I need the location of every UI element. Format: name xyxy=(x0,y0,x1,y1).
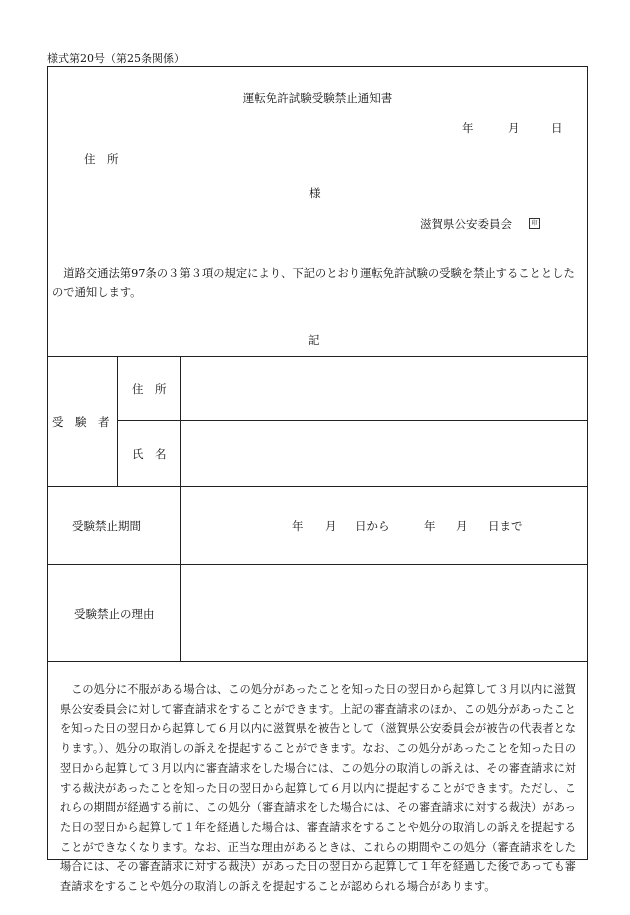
examinee-label: 受 験 者 xyxy=(52,415,110,429)
period-to-year: 年 xyxy=(424,519,436,533)
recipient-address-label: 住 所 xyxy=(84,152,119,166)
table-examinee-bottom xyxy=(47,486,588,487)
seal-icon: 印 xyxy=(529,218,540,229)
honorific: 様 xyxy=(309,186,321,200)
date-year: 年 xyxy=(462,121,474,135)
examinee-name-label: 氏 名 xyxy=(132,447,167,461)
period-from-month: 月 xyxy=(325,519,337,533)
table-value-vline xyxy=(180,356,181,661)
date-day: 日 xyxy=(551,121,563,135)
table-address-divider xyxy=(117,420,588,421)
period-from-year: 年 xyxy=(292,519,304,533)
date-month: 月 xyxy=(508,121,520,135)
table-period-bottom xyxy=(47,564,588,565)
period-to-month: 月 xyxy=(456,519,468,533)
form-label: 様式第20号（第25条関係） xyxy=(47,52,185,65)
table-reason-bottom xyxy=(47,661,588,662)
table-examinee-vline xyxy=(117,356,118,486)
notification-body: 道路交通法第97条の３第３項の規定により、下記のとおり運転免許試験の受験を禁止することとしたので通知します。 xyxy=(52,267,575,299)
period-label: 受験禁止期間 xyxy=(72,519,141,533)
period-to-day: 日まで xyxy=(488,519,523,533)
document-title: 運転免許試験受験禁止通知書 xyxy=(242,91,393,105)
reason-label: 受験禁止の理由 xyxy=(74,607,155,621)
table-top-line xyxy=(47,356,588,357)
issuer: 滋賀県公安委員会 xyxy=(420,217,512,231)
period-from-day: 日から xyxy=(355,519,390,533)
examinee-address-label: 住 所 xyxy=(132,382,167,396)
ki-heading: 記 xyxy=(308,333,320,347)
appeal-notice: この処分に不服がある場合は、この処分があったことを知った日の翌日から起算して３月以内に滋賀県公安委員会に対して審査請求をすることができます。上記の審査請求のほか、この処分があったことを知った日の翌日から起算して６月以内に滋賀県を被告として（滋賀県公安委員会が被告の代表者となります。）、処分の取消しの訴えを提起することができます。なお、この処分があったことを知った日の翌日から起算して３月以内に審査請求をした場合には、この処分の取消しの訴えは、その審査請求に対する裁決があったことを知った日の翌日から起算して６月以内に提起することができます。ただし、これらの期間が経過する前に、この処分（審査請求をした場合には、その審査請求に対する裁決）があった日の翌日から起算して１年を経過した場合は、審査請求をすることや処分の取消しの訴えを提起することができなくなります。なお、正当な理由があるときは、これらの期間やこの処分（審査請求をした場合には、その審査請求に対する裁決）があった日の翌日から起算して１年を経過した後であっても審査請求をすることや処分の取消しの訴えを提起することが認められる場合があります。 xyxy=(60,683,576,894)
